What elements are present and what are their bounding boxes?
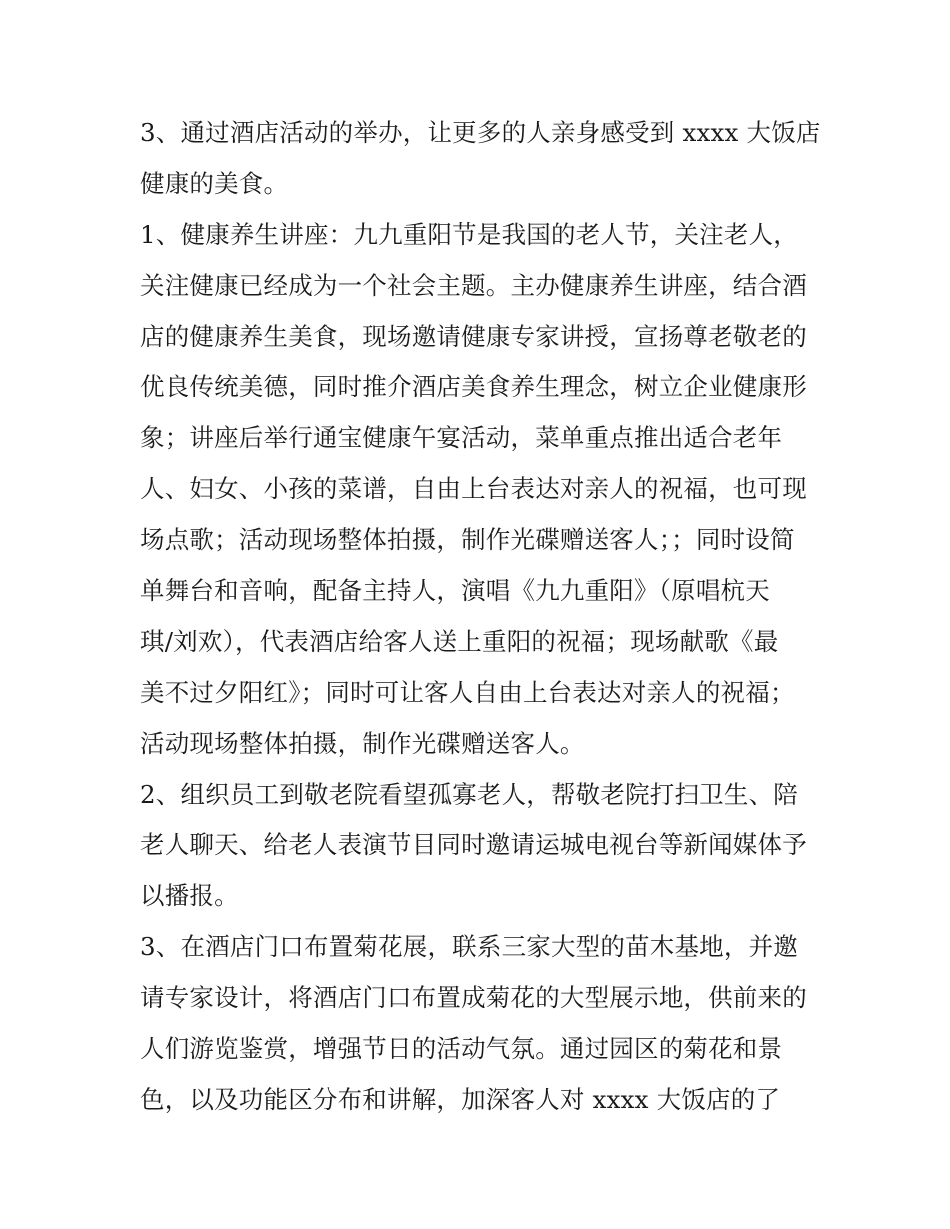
text-line: 场点歌；活动现场整体拍摄，制作光碟赠送客人；；同时设简 (140, 525, 795, 555)
text-line: 象；讲座后举行通宝健康午宴活动，菜单重点推出适合老年 (140, 423, 783, 453)
text-line: 人、妇女、小孩的菜谱，自由上台表达对亲人的祝福，也可现 (140, 474, 807, 504)
text-line: 请专家设计，将酒店门口布置成菊花的大型展示地，供前来的 (140, 983, 807, 1013)
text-line: 单舞台和音响，配备主持人，演唱《九九重阳》（原唱杭天 (140, 576, 770, 606)
text-line: 以播报。 (140, 881, 239, 911)
text-line: 色，以及功能区分布和讲解，加深客人对 xxxx 大饭店的了 (140, 1084, 781, 1114)
text-line: 优良传统美德，同时推介酒店美食养生理念，树立企业健康形 (140, 372, 807, 402)
text-line: 活动现场整体拍摄，制作光碟赠送客人。 (140, 728, 585, 758)
text-line: 人们游览鉴赏，增强节日的活动气氛。通过园区的菊花和景 (140, 1034, 783, 1064)
text-line: 琪/刘欢），代表酒店给客人送上重阳的祝福；现场献歌《最 (140, 626, 779, 656)
text-line: 老人聊天、给老人表演节目同时邀请运城电视台等新闻媒体予 (140, 830, 807, 860)
text-line: 3、通过酒店活动的举办，让更多的人亲身感受到 xxxx 大饭店 (140, 118, 821, 147)
text-line: 店的健康养生美食，现场邀请健康专家讲授，宣扬尊老敬老的 (140, 321, 807, 351)
text-line: 关注健康已经成为一个社会主题。主办健康养生讲座，结合酒 (140, 270, 807, 300)
text-line: 2、组织员工到敬老院看望孤寡老人，帮敬老院打扫卫生、陪 (140, 779, 798, 809)
text-line: 1、健康养生讲座：九九重阳节是我国的老人节，关注老人， (140, 219, 798, 249)
document-body (140, 108, 830, 1126)
text-line: 健康的美食。 (140, 168, 289, 198)
text-line: 美不过夕阳红》；同时可让客人自由上台表达对亲人的祝福； (140, 677, 795, 707)
text-line: 3、在酒店门口布置菊花展，联系三家大型的苗木基地，并邀 (140, 932, 798, 962)
